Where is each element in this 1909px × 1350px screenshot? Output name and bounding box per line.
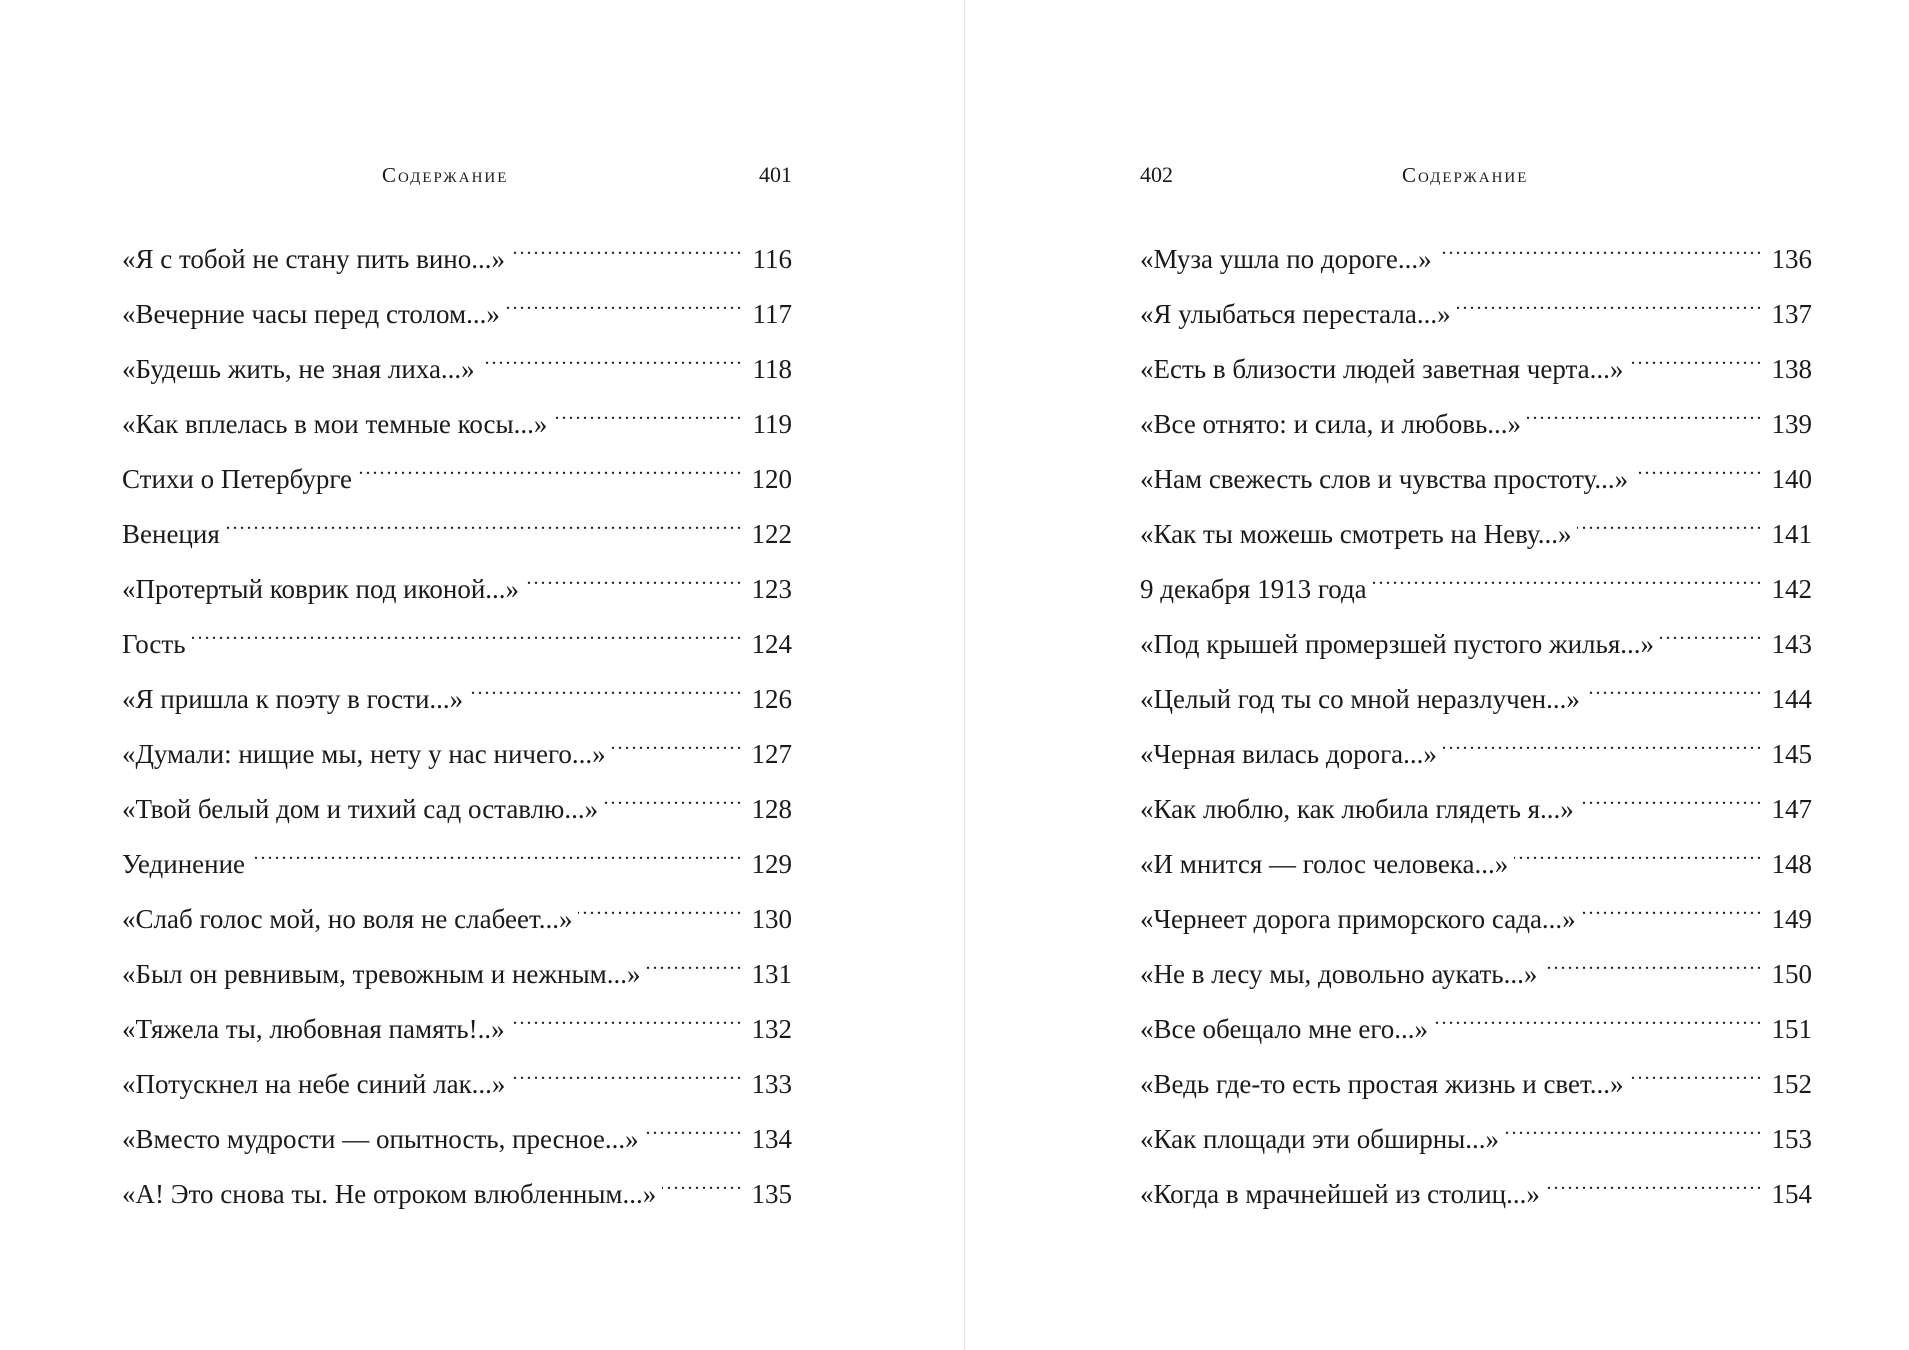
toc-entry-page: 129 <box>751 849 792 879</box>
dot-leader <box>1546 1163 1760 1203</box>
toc-entry <box>1140 833 1812 888</box>
toc-entry-page: 119 <box>752 409 792 439</box>
toc-entry-title: Венеция <box>122 519 220 549</box>
toc-entry-page: 124 <box>751 629 792 659</box>
table-of-contents <box>122 228 792 1218</box>
toc-entry-title: «Как ты можешь смотреть на Неву...» <box>1140 519 1572 549</box>
toc-entry-page: 138 <box>1771 354 1812 384</box>
dot-leader <box>646 943 740 983</box>
toc-entry <box>122 283 792 338</box>
right-page <box>1140 0 1812 1350</box>
dot-leader <box>1634 448 1760 488</box>
dot-leader <box>1586 668 1760 708</box>
toc-entry-page: 133 <box>751 1069 792 1099</box>
dot-leader <box>1457 283 1760 323</box>
dot-leader <box>1434 998 1760 1038</box>
toc-entry-title: «Вместо мудрости — опытность, пресное...» <box>122 1124 639 1154</box>
toc-entry <box>122 448 792 503</box>
toc-entry-page: 152 <box>1771 1069 1812 1099</box>
toc-entry-title: «Когда в мрачнейшей из столиц...» <box>1140 1179 1540 1209</box>
toc-entry-page: 128 <box>751 794 792 824</box>
toc-entry-title: «Целый год ты со мной неразлучен...» <box>1140 684 1580 714</box>
toc-entry <box>122 393 792 448</box>
toc-entry <box>122 668 792 723</box>
toc-entry-page: 148 <box>1771 849 1812 879</box>
toc-entry-title: «Есть в близости людей заветная черта...» <box>1140 354 1624 384</box>
toc-entry <box>1140 778 1812 833</box>
toc-entry-title: «Думали: нищие мы, нету у нас ничего...» <box>122 739 606 769</box>
dot-leader <box>1438 228 1760 268</box>
toc-entry-title: «Протертый коврик под иконой...» <box>122 574 520 604</box>
toc-entry <box>1140 503 1812 558</box>
dot-leader <box>506 283 740 323</box>
toc-entry-title: «Чернеет дорога приморского сада...» <box>1140 904 1576 934</box>
toc-entry-page: 141 <box>1771 519 1812 549</box>
toc-entry-page: 140 <box>1771 464 1812 494</box>
toc-entry-title: Уединение <box>122 849 246 879</box>
toc-entry-page: 134 <box>751 1124 792 1154</box>
toc-entry-title: «Все обещало мне его...» <box>1140 1014 1429 1044</box>
toc-entry-page: 142 <box>1771 574 1812 604</box>
toc-entry-page: 118 <box>752 354 792 384</box>
toc-entry-title: «Слаб голос мой, но воля не слабеет...» <box>122 904 573 934</box>
dot-leader <box>251 833 740 873</box>
toc-entry-page: 136 <box>1771 244 1812 274</box>
toc-entry-page: 117 <box>752 299 792 329</box>
toc-entry-title: Стихи о Петербурге <box>122 464 353 494</box>
toc-entry-title: «Потускнел на небе синий лак...» <box>122 1069 506 1099</box>
dot-leader <box>578 888 740 928</box>
dot-leader <box>1443 723 1760 763</box>
toc-entry-page: 137 <box>1771 299 1812 329</box>
running-head <box>1140 160 1812 190</box>
toc-entry <box>1140 228 1812 283</box>
dot-leader <box>226 503 740 543</box>
toc-entry-page: 149 <box>1771 904 1812 934</box>
dot-leader <box>604 778 740 818</box>
toc-entry <box>122 998 792 1053</box>
toc-entry-page: 154 <box>1771 1179 1812 1209</box>
toc-entry-title: «Муза ушла по дороге...» <box>1140 244 1432 274</box>
toc-entry-title: «Как люблю, как любила глядеть я...» <box>1140 794 1574 824</box>
toc-entry-page: 132 <box>751 1014 792 1044</box>
toc-entry-title: «Был он ревнивым, тревожным и нежным...» <box>122 959 641 989</box>
toc-entry-title: «Я пришла к поэту в гости...» <box>122 684 464 714</box>
dot-leader <box>1505 1108 1760 1148</box>
toc-entry-page: 116 <box>752 244 792 274</box>
toc-entry-title: «Будешь жить, не зная лиха...» <box>122 354 475 384</box>
toc-entry-page: 127 <box>751 739 792 769</box>
toc-entry <box>1140 1163 1812 1218</box>
toc-entry-title: Гость <box>122 629 186 659</box>
toc-entry <box>122 943 792 998</box>
dot-leader <box>469 668 740 708</box>
toc-entry-title: «Черная вилась дорога...» <box>1140 739 1437 769</box>
dot-leader <box>1582 888 1760 928</box>
dot-leader <box>1514 833 1760 873</box>
dot-leader <box>1577 503 1760 543</box>
toc-entry-title: «И мнится — голос человека...» <box>1140 849 1509 879</box>
dot-leader <box>192 613 740 653</box>
toc-entry-page: 120 <box>751 464 792 494</box>
toc-entry-page: 122 <box>751 519 792 549</box>
toc-entry <box>1140 943 1812 998</box>
dot-leader <box>1660 613 1760 653</box>
toc-entry-title: «Все отнято: и сила, и любовь...» <box>1140 409 1522 439</box>
page-number: 402 <box>1140 162 1173 187</box>
toc-entry-title: «Тяжела ты, любовная память!..» <box>122 1014 505 1044</box>
toc-entry-page: 139 <box>1771 409 1812 439</box>
toc-entry <box>122 1053 792 1108</box>
dot-leader <box>511 998 740 1038</box>
toc-entry <box>122 833 792 888</box>
toc-entry <box>122 888 792 943</box>
toc-entry <box>1140 338 1812 393</box>
dot-leader <box>1527 393 1760 433</box>
toc-entry-title: «Под крышей промерзшей пустого жилья...» <box>1140 629 1655 659</box>
table-of-contents <box>1140 228 1812 1218</box>
dot-leader <box>612 723 740 763</box>
running-title: Содержание <box>382 163 509 187</box>
toc-entry-page: 153 <box>1771 1124 1812 1154</box>
toc-entry <box>1140 1108 1812 1163</box>
toc-entry-title: 9 декабря 1913 года <box>1140 574 1367 604</box>
toc-entry-title: «Ведь где-то есть простая жизнь и свет...» <box>1140 1069 1624 1099</box>
dot-leader <box>1580 778 1760 818</box>
toc-entry <box>122 723 792 778</box>
dot-leader <box>525 558 740 598</box>
toc-entry-title: «Не в лесу мы, довольно аукать...» <box>1140 959 1538 989</box>
toc-entry-title: «Твой белый дом и тихий сад оставлю...» <box>122 794 599 824</box>
toc-entry-title: «А! Это снова ты. Не отроком влюбленным...» <box>122 1179 657 1209</box>
toc-entry <box>122 503 792 558</box>
dot-leader <box>358 448 740 488</box>
running-title: Содержание <box>1402 163 1529 187</box>
dot-leader <box>481 338 740 378</box>
dot-leader <box>662 1163 740 1203</box>
toc-entry-page: 151 <box>1771 1014 1812 1044</box>
dot-leader <box>553 393 740 433</box>
dot-leader <box>1630 1053 1760 1093</box>
dot-leader <box>645 1108 740 1148</box>
toc-entry-page: 126 <box>751 684 792 714</box>
toc-entry <box>122 558 792 613</box>
toc-entry-title: «Я улыбаться перестала...» <box>1140 299 1451 329</box>
toc-entry <box>122 613 792 668</box>
toc-entry <box>1140 448 1812 503</box>
toc-entry <box>1140 393 1812 448</box>
dot-leader <box>511 1053 740 1093</box>
toc-entry-page: 150 <box>1771 959 1812 989</box>
dot-leader <box>511 228 740 268</box>
toc-entry <box>122 1108 792 1163</box>
toc-entry-page: 130 <box>751 904 792 934</box>
toc-entry <box>122 778 792 833</box>
dot-leader <box>1543 943 1760 983</box>
toc-entry-page: 145 <box>1771 739 1812 769</box>
page-gutter <box>964 0 965 1350</box>
toc-entry <box>1140 613 1812 668</box>
toc-entry <box>1140 888 1812 943</box>
toc-entry <box>1140 283 1812 338</box>
toc-entry <box>122 1163 792 1218</box>
left-page <box>122 0 792 1350</box>
toc-entry <box>1140 998 1812 1053</box>
page-number: 401 <box>759 162 792 187</box>
toc-entry-title: «Как вплелась в мои темные косы...» <box>122 409 548 439</box>
toc-entry-page: 143 <box>1771 629 1812 659</box>
toc-entry-page: 131 <box>751 959 792 989</box>
dot-leader <box>1629 338 1760 378</box>
running-head <box>122 160 792 190</box>
toc-entry-page: 123 <box>751 574 792 604</box>
toc-entry-page: 147 <box>1771 794 1812 824</box>
toc-entry-page: 144 <box>1771 684 1812 714</box>
toc-entry <box>1140 558 1812 613</box>
toc-entry <box>122 228 792 283</box>
toc-entry-title: «Нам свежесть слов и чувства простоту...» <box>1140 464 1629 494</box>
toc-entry-page: 135 <box>751 1179 792 1209</box>
toc-entry <box>1140 723 1812 778</box>
toc-entry <box>1140 668 1812 723</box>
toc-entry-title: «Как площади эти обширны...» <box>1140 1124 1500 1154</box>
toc-entry-title: «Вечерние часы перед столом...» <box>122 299 500 329</box>
toc-entry <box>1140 1053 1812 1108</box>
toc-entry <box>122 338 792 393</box>
dot-leader <box>1373 558 1760 598</box>
toc-entry-title: «Я с тобой не стану пить вино...» <box>122 244 506 274</box>
